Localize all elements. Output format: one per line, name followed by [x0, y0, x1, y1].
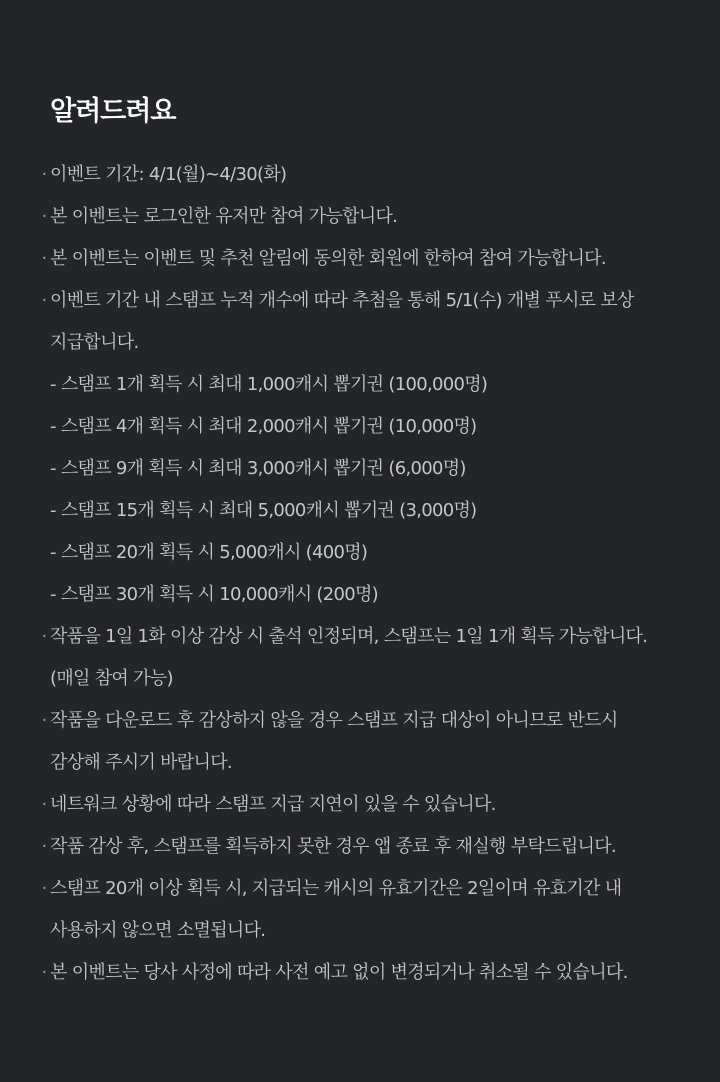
- notice-line: [0, 196, 720, 238]
- notice-list: [0, 154, 720, 994]
- notice-title: 알려드려요: [50, 96, 176, 127]
- notice-line: [0, 784, 720, 826]
- notice-line: [0, 364, 720, 406]
- notice-line-text: (매일 참여 가능): [50, 668, 173, 689]
- notice-line: [0, 322, 720, 364]
- bullet-mark: ·: [41, 290, 47, 311]
- notice-line: [0, 532, 720, 574]
- notice-line-text: - 스탬프 30개 획득 시 10,000캐시 (200명): [50, 584, 378, 605]
- bullet-mark: ·: [41, 878, 47, 899]
- notice-line-text: 네트워크 상황에 따라 스탬프 지급 지연이 있을 수 있습니다.: [50, 794, 496, 815]
- notice-line: [0, 574, 720, 616]
- bullet-mark: ·: [41, 248, 47, 269]
- notice-line-text: 본 이벤트는 당사 사정에 따라 사전 예고 없이 변경되거나 취소될 수 있습니다.: [50, 962, 628, 983]
- notice-line-text: 작품을 1일 1화 이상 감상 시 출석 인정되며, 스탬프는 1일 1개 획득 가능합니다.: [50, 626, 648, 647]
- notice-line: [0, 490, 720, 532]
- notice-line: [0, 742, 720, 784]
- bullet-mark: ·: [41, 962, 47, 983]
- notice-line: [0, 280, 720, 322]
- notice-line: [0, 406, 720, 448]
- bullet-mark: ·: [41, 794, 47, 815]
- notice-line-text: 작품을 다운로드 후 감상하지 않을 경우 스탬프 지급 대상이 아니므로 반드시: [50, 710, 618, 731]
- notice-line: [0, 154, 720, 196]
- bullet-mark: ·: [41, 626, 47, 647]
- notice-line: [0, 910, 720, 952]
- bullet-mark: ·: [41, 164, 47, 185]
- notice-line-text: 작품 감상 후, 스탬프를 획득하지 못한 경우 앱 종료 후 재실행 부탁드립니다.: [50, 836, 616, 857]
- notice-line: [0, 700, 720, 742]
- notice-line-text: 사용하지 않으면 소멸됩니다.: [50, 920, 266, 941]
- notice-line: [0, 868, 720, 910]
- notice-line-text: - 스탬프 1개 획득 시 최대 1,000캐시 뽑기권 (100,000명): [50, 374, 488, 395]
- notice-line: [0, 616, 720, 658]
- notice-line-text: 지급합니다.: [50, 332, 139, 353]
- notice-line-text: - 스탬프 4개 획득 시 최대 2,000캐시 뽑기권 (10,000명): [50, 416, 477, 437]
- notice-line: [0, 238, 720, 280]
- notice-line: [0, 826, 720, 868]
- notice-line-text: - 스탬프 20개 획득 시 5,000캐시 (400명): [50, 542, 368, 563]
- notice-line-text: 이벤트 기간 내 스탬프 누적 개수에 따라 추첨을 통해 5/1(수) 개별 푸시로 보상: [50, 290, 634, 311]
- bullet-mark: ·: [41, 710, 47, 731]
- notice-line: [0, 448, 720, 490]
- notice-line-text: 이벤트 기간: 4/1(월)~4/30(화): [50, 164, 287, 185]
- notice-line-text: 스탬프 20개 이상 획득 시, 지급되는 캐시의 유효기간은 2일이며 유효기간 내: [50, 878, 622, 899]
- notice-line-text: 본 이벤트는 이벤트 및 추천 알림에 동의한 회원에 한하여 참여 가능합니다.: [50, 248, 606, 269]
- notice-line-text: 본 이벤트는 로그인한 유저만 참여 가능합니다.: [50, 206, 398, 227]
- notice-line-text: - 스탬프 15개 획득 시 최대 5,000캐시 뽑기권 (3,000명): [50, 500, 477, 521]
- notice-line: [0, 658, 720, 700]
- notice-line-text: 감상해 주시기 바랍니다.: [50, 752, 232, 773]
- notice-line: [0, 952, 720, 994]
- bullet-mark: ·: [41, 836, 47, 857]
- bullet-mark: ·: [41, 206, 47, 227]
- notice-line-text: - 스탬프 9개 획득 시 최대 3,000캐시 뽑기권 (6,000명): [50, 458, 466, 479]
